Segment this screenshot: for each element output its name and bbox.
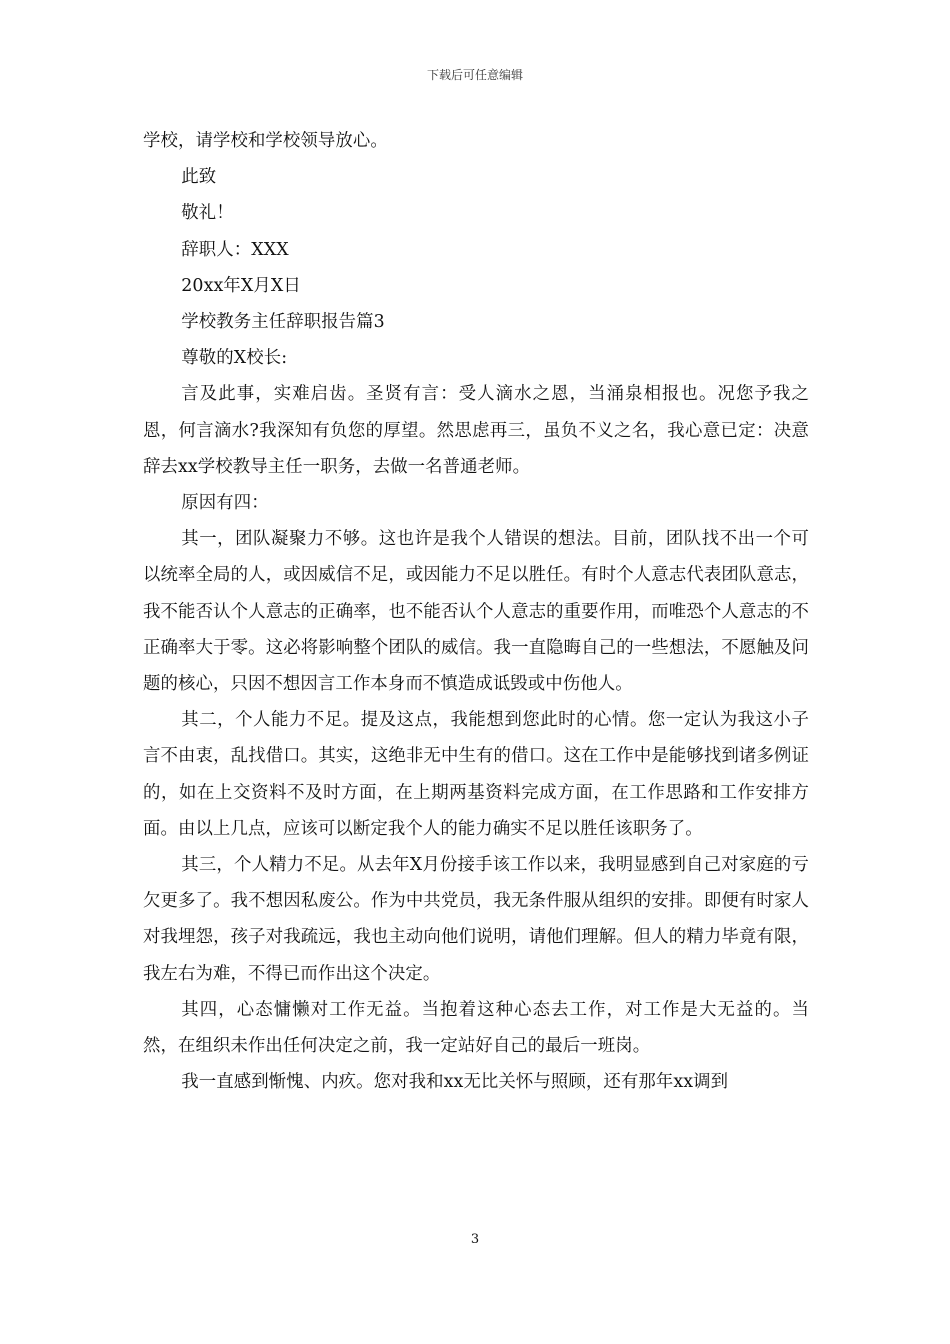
date-line: 20xx年X月X日 [181,275,301,296]
greeting-line: 尊敬的X校长: [181,348,288,369]
section-title: 学校教务主任辞职报告篇3 [181,312,385,333]
page-number: 3 [470,1232,480,1247]
paragraph: 我一直感到惭愧、内疚。您对我和xx无比关怀与照顾，还有那年xx调到 [181,1072,729,1093]
paragraph: 其一，团队凝聚力不够。这也许是我个人错误的想法。目前，团队找不出一个可以统率全局的人，或因威信不足，或因能力不足以胜任。有时个人意志代表团队意志，我不能否认个人意志的正确率，也不能否认个人意志的重要作用，而唯恐个人意志的不正确率大于零。这必将影响整个团队的威信。我一直隐晦自己的一些想法，不愿触及问题的核心，只因不想因言工作本身而不慎造成诋毁或中伤他人。 [143,529,809,695]
paragraph: 其二，个人能力不足。提及这点，我能想到您此时的心情。您一定认为我这小子言不由衷，乱找借口。其实，这绝非无中生有的借口。这在工作中是能够找到诸多例证的，如在上交资料不及时方面，在上期两基资料完成方面，在工作思路和工作安排方面。由以上几点，应该可以断定我个人的能力确实不足以胜任该职务了。 [143,710,809,839]
page-header: 下载后可任意编辑 [426,68,523,82]
paragraph: 学校，请学校和学校领导放心。 [143,131,388,151]
signature-line: 辞职人：XXX [181,239,289,260]
paragraph: 其四，心态慵懒对工作无益。当抱着这种心态去工作，对工作是大无益的。当然，在组织未作出任何决定之前，我一定站好自己的最后一班岗。 [143,999,809,1057]
closing-regards: 敬礼！ [181,203,234,224]
paragraph: 原因有四： [181,493,269,514]
paragraph: 言及此事，实难启齿。圣贤有言：受人滴水之恩，当涌泉相报也。况您予我之恩，何言滴水?我深知有负您的厚望。然思虑再三，虽负不义之名，我心意已定：决意辞去xx学校教导主任一职务，去做一名普通老师。 [143,384,809,477]
document-body [143,123,809,1100]
paragraph: 其三，个人精力不足。从去年X月份接手该工作以来，我明显感到自己对家庭的亏欠更多了。我不想因私废公。作为中共党员，我无条件服从组织的安排。即便有时家人对我埋怨，孩子对我疏远，我也主动向他们说明，请他们理解。但人的精力毕竟有限，我左右为难，不得已而作出这个决定。 [143,855,809,984]
closing-salutation: 此致 [181,167,217,188]
